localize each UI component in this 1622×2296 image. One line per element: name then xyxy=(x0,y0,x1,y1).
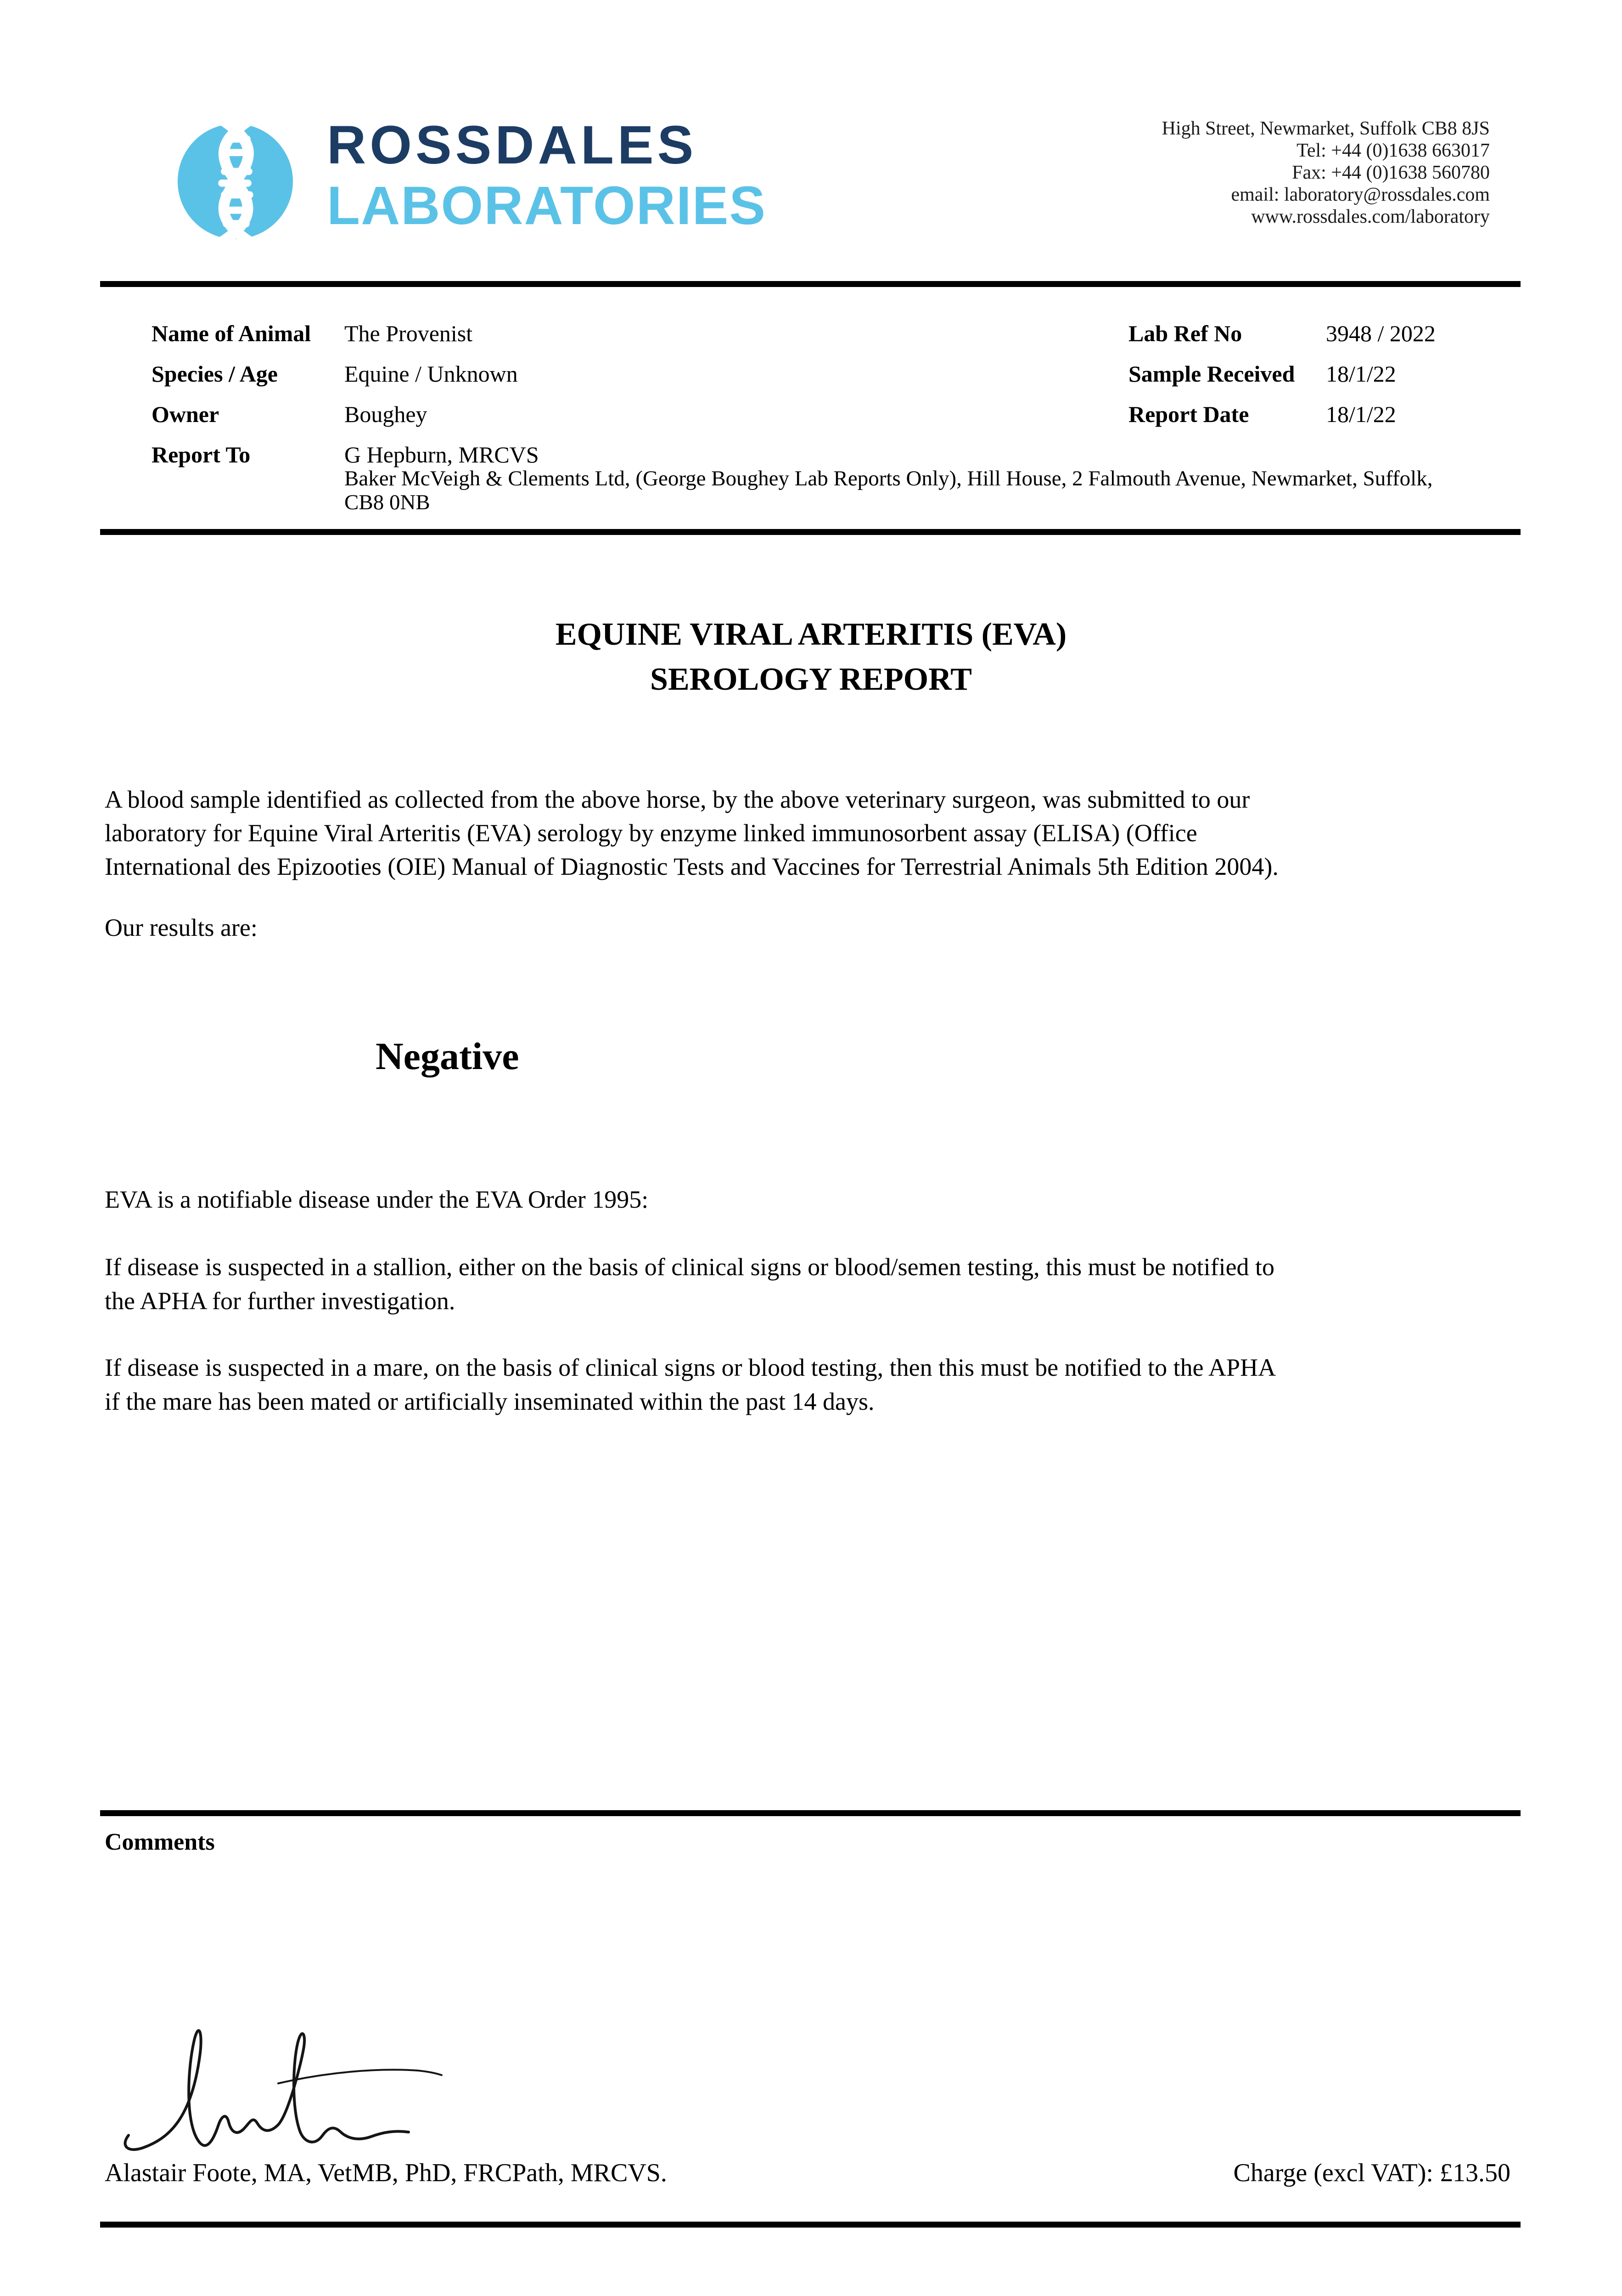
comments-divider xyxy=(100,1810,1521,1816)
footer-divider xyxy=(100,2222,1521,2228)
notifiable-statement: EVA is a notifiable disease under the EVA Order 1995: xyxy=(105,1186,649,1213)
stallion-paragraph xyxy=(105,1250,1274,1318)
contact-fax: Fax: +44 (0)1638 560780 xyxy=(1292,162,1490,183)
value-sample-received: 18/1/22 xyxy=(1326,361,1396,387)
contact-block xyxy=(1162,118,1490,228)
label-report-to: Report To xyxy=(152,442,251,467)
results-intro: Our results are: xyxy=(105,914,258,941)
value-owner: Boughey xyxy=(344,401,427,427)
value-name-of-animal: The Provenist xyxy=(344,321,473,346)
value-report-to-address: Baker McVeigh & Clements Ltd, (George Boughey Lab Reports Only), Hill House, 2 Falmouth Avenue, Newmarket, Suffolk, xyxy=(344,467,1433,490)
value-species-age: Equine / Unknown xyxy=(344,361,518,387)
intro-line: A blood sample identified as collected from the above horse, by the above veterinary surgeon, was submitted to our xyxy=(105,786,1250,813)
brand-name-laboratories: LABORATORIES xyxy=(327,175,767,236)
comments-heading: Comments xyxy=(105,1829,215,1855)
charge-amount: Charge (excl VAT): £13.50 xyxy=(1233,2159,1510,2187)
dna-helix-icon xyxy=(177,112,294,252)
value-report-date: 18/1/22 xyxy=(1326,401,1396,427)
details-divider xyxy=(100,529,1521,535)
intro-line: laboratory for Equine Viral Arteritis (EVA) serology by enzyme linked immunosorbent assay (ELISA) (Office xyxy=(105,819,1197,847)
value-report-to-name: G Hepburn, MRCVS xyxy=(344,442,539,467)
contact-email: email: laboratory@rossdales.com xyxy=(1231,184,1490,205)
mare-paragraph xyxy=(105,1351,1276,1418)
value-report-to-postcode: CB8 0NB xyxy=(344,490,430,514)
label-sample-received: Sample Received xyxy=(1128,361,1295,387)
stallion-line: the APHA for further investigation. xyxy=(105,1287,455,1315)
label-owner: Owner xyxy=(152,401,219,427)
contact-tel: Tel: +44 (0)1638 663017 xyxy=(1296,140,1490,161)
label-species-age: Species / Age xyxy=(152,361,278,387)
report-title-line2: SEROLOGY REPORT xyxy=(650,662,972,697)
signature-icon xyxy=(115,2023,464,2163)
intro-line: International des Epizooties (OIE) Manual of Diagnostic Tests and Vaccines for Terrestrial Animals 5th Edition 2004). xyxy=(105,853,1279,880)
signatory-name: Alastair Foote, MA, VetMB, PhD, FRCPath, MRCVS. xyxy=(105,2159,667,2187)
report-title-line1: EQUINE VIRAL ARTERITIS (EVA) xyxy=(555,617,1067,652)
contact-web: www.rossdales.com/laboratory xyxy=(1251,206,1490,227)
label-lab-ref-no: Lab Ref No xyxy=(1128,321,1242,346)
label-name-of-animal: Name of Animal xyxy=(152,321,311,346)
contact-address: High Street, Newmarket, Suffolk CB8 8JS xyxy=(1162,118,1490,139)
header-divider xyxy=(100,281,1521,287)
mare-line: if the mare has been mated or artificially inseminated within the past 14 days. xyxy=(105,1388,875,1415)
result-value: Negative xyxy=(376,1035,519,1078)
value-lab-ref-no: 3948 / 2022 xyxy=(1326,321,1436,346)
intro-paragraph xyxy=(105,783,1279,884)
stallion-line: If disease is suspected in a stallion, either on the basis of clinical signs or blood/semen testing, this must be notified to xyxy=(105,1253,1275,1281)
label-report-date: Report Date xyxy=(1128,401,1249,427)
brand-name-rossdales: ROSSDALES xyxy=(327,115,697,175)
mare-line: If disease is suspected in a mare, on the basis of clinical signs or blood testing, then this must be notified to the APHA xyxy=(105,1354,1276,1381)
